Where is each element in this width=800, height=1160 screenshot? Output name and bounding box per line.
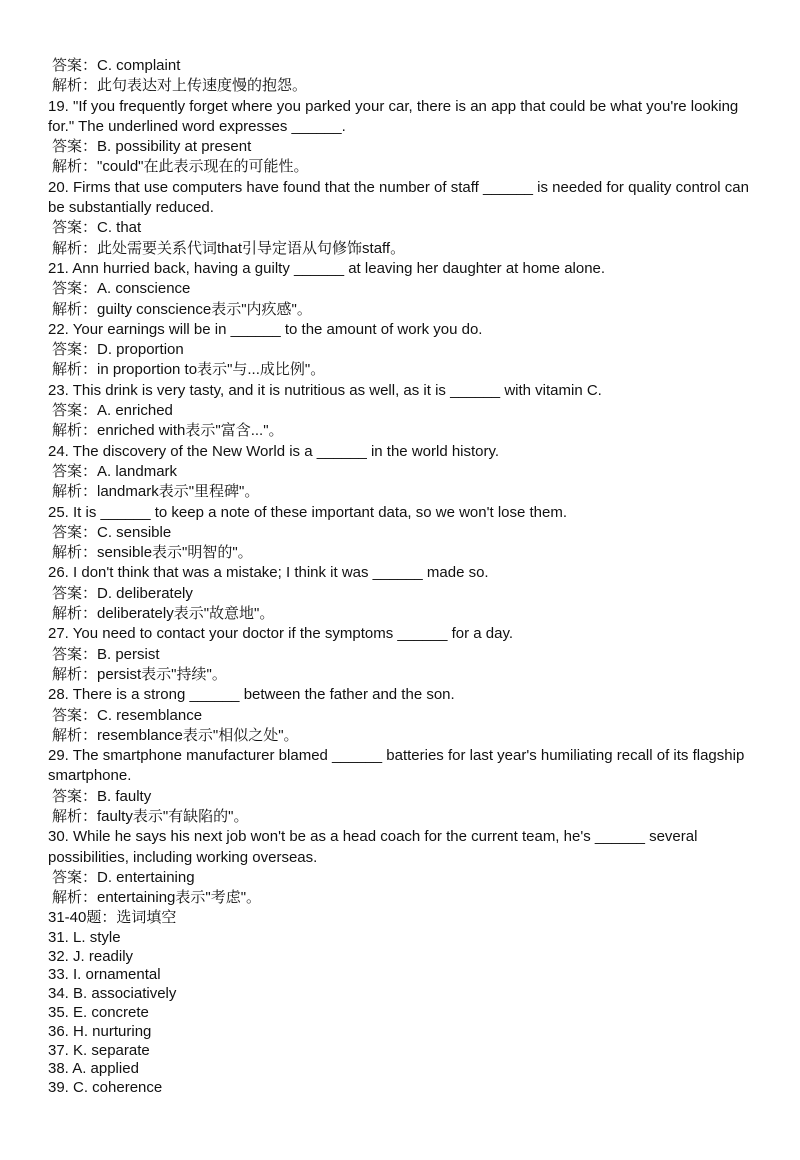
question-25: 25. It is ______ to keep a note of these important data, so we won't lose them. [48, 503, 568, 521]
explanation-line: 解析：此处需要关系代词that引导定语从句修饰staff。 [52, 239, 406, 257]
answer-item: 36. H. nurturing [48, 1022, 152, 1040]
explanation-line: 解析：faulty表示"有缺陷的"。 [52, 807, 249, 825]
answer-line: 答案：D. entertaining [52, 868, 195, 886]
document-body [48, 56, 768, 1098]
explanation-line: 解析：persist表示"持续"。 [52, 665, 227, 683]
explanation-line: 解析："could"在此表示现在的可能性。 [52, 158, 309, 176]
explanation-line: 解析：sensible表示"明智的"。 [52, 544, 253, 562]
answer-line: 答案：C. sensible [52, 523, 172, 541]
question-26: 26. I don't think that was a mistake; I think it was ______ made so. [48, 564, 489, 582]
question-24: 24. The discovery of the New World is a ______ in the world history. [48, 442, 500, 460]
answer-item: 31. L. style [48, 928, 121, 946]
answer-item: 38. A. applied [48, 1060, 139, 1078]
explanation-line: 解析：entertaining表示"考虑"。 [52, 889, 262, 907]
explanation-line: 解析：in proportion to表示"与...成比例"。 [52, 361, 326, 379]
explanation-line: 解析：resemblance表示"相似之处"。 [52, 726, 299, 744]
question-30: 30. While he says his next job won't be as a head coach for the current team, he's ______ several possibilities, including working overseas. [48, 828, 698, 866]
answer-line: 答案：B. possibility at present [52, 138, 252, 156]
question-19: 19. "If you frequently forget where you parked your car, there is an app that could be what you're looking for." The underlined word expresses ______. [48, 97, 739, 135]
explanation-line: 解析：enriched with表示"富含..."。 [52, 422, 284, 440]
answer-item: 37. K. separate [48, 1041, 150, 1059]
answer-list [48, 929, 768, 1098]
answer-line: 答案：B. faulty [52, 787, 152, 805]
answer-line: 答案：B. persist [52, 645, 160, 663]
answer-item: 34. B. associatively [48, 985, 177, 1003]
question-20: 20. Firms that use computers have found that the number of staff ______ is needed for quality control can be substantially reduced. [48, 178, 749, 217]
answer-line: 答案：C. resemblance [52, 706, 203, 724]
answer-line: 答案：A. landmark [52, 462, 178, 480]
question-21: 21. Ann hurried back, having a guilty ______ at leaving her daughter at home alone. [48, 259, 606, 277]
answer-item: 32. J. readily [48, 947, 134, 965]
answer-item: 33. I. ornamental [48, 966, 161, 984]
answer-line: 答案：C. complaint [52, 57, 181, 74]
question-28: 28. There is a strong ______ between the father and the son. [48, 686, 455, 704]
answer-line: 答案：A. conscience [52, 280, 191, 298]
explanation-line: 解析：此句表达对上传速度慢的抱怨。 [52, 77, 308, 95]
answer-item: 39. C. coherence [48, 1079, 163, 1097]
explanation-line: 解析：guilty conscience表示"内疚感"。 [52, 300, 312, 318]
question-23: 23. This drink is very tasty, and it is nutritious as well, as it is ______ with vitamin C. [48, 381, 602, 399]
answer-line: 答案：D. proportion [52, 341, 184, 359]
answer-line: 答案：A. enriched [52, 402, 173, 420]
answer-item: 35. E. concrete [48, 1003, 149, 1021]
answer-line: 答案：D. deliberately [52, 584, 193, 602]
answer-line: 答案：C. that [52, 219, 142, 237]
section-heading: 31-40题：选词填空 [48, 909, 177, 927]
question-22: 22. Your earnings will be in ______ to the amount of work you do. [48, 320, 483, 338]
question-27: 27. You need to contact your doctor if the symptoms ______ for a day. [48, 625, 514, 643]
question-29: 29. The smartphone manufacturer blamed ______ batteries for last year's humiliating recall of its flagship smartphone. [48, 747, 745, 785]
explanation-line: 解析：deliberately表示"故意地"。 [52, 605, 275, 623]
explanation-line: 解析：landmark表示"里程碑"。 [52, 483, 260, 501]
